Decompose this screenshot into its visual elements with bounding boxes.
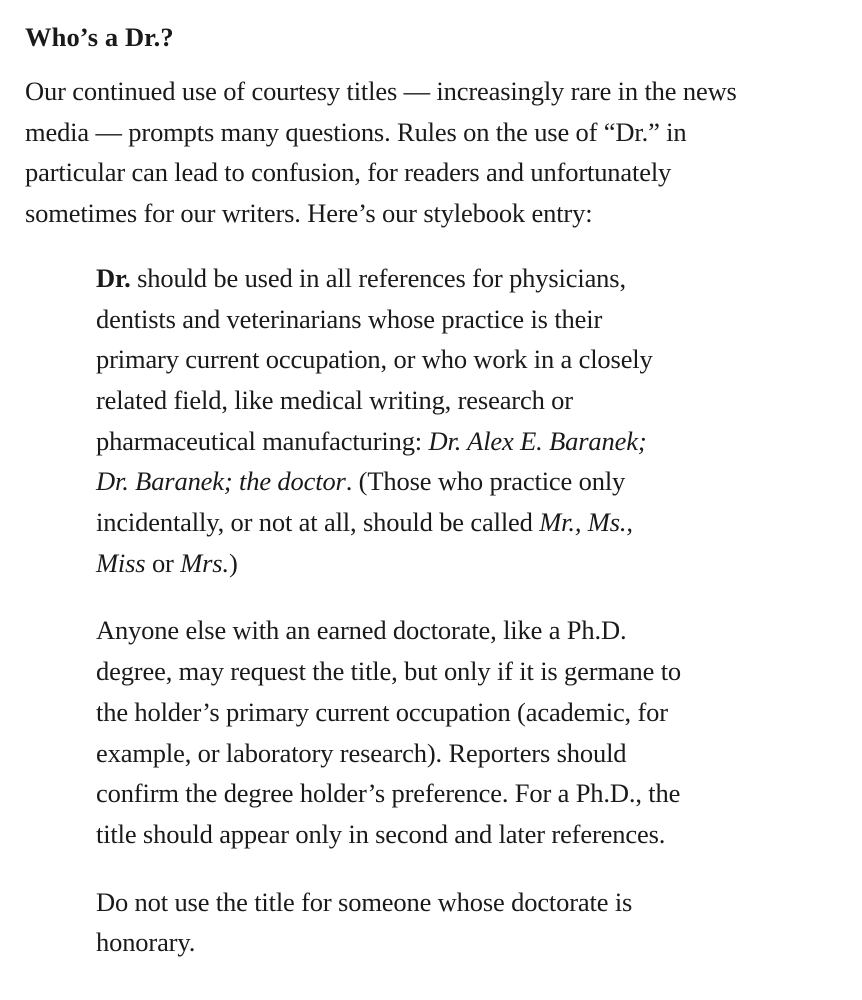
stylebook-paragraph-honorary [96,882,856,963]
stylebook-line: Dr. Baranek; the doctor. (Those who practice only [96,466,626,497]
stylebook-line: related field, like medical writing, research or [96,384,573,415]
stylebook-line: honorary. [96,927,196,958]
example-title: Mrs. [180,547,229,578]
example-title: Mr., Ms., [539,507,633,538]
example-title: Miss [96,547,146,578]
stylebook-paragraph-physicians [96,258,856,584]
stylebook-line: primary current occupation, or who work in a closely [96,344,653,375]
example-name: Dr. Alex E. Baranek; [428,425,647,456]
intro-line: particular can lead to confusion, for readers and unfortunately [25,157,672,188]
stylebook-paragraph-doctorate [96,610,856,854]
stylebook-line: Miss or Mrs.) [96,547,238,578]
section-heading: Who’s a Dr.? [25,22,174,52]
stylebook-line: confirm the degree holder’s preference. For a Ph.D., the [96,778,681,809]
stylebook-line: Dr. should be used in all references for physicians, [96,262,626,293]
stylebook-line: pharmaceutical manufacturing: Dr. Alex E. Baranek; [96,425,647,456]
intro-paragraph [25,71,862,234]
article [25,0,862,963]
stylebook-line: Do not use the title for someone whose doctorate is [96,886,633,917]
intro-line: sometimes for our writers. Here’s our stylebook entry: [25,198,593,229]
stylebook-line: incidentally, or not at all, should be called Mr., Ms., [96,507,633,538]
stylebook-line: degree, may request the title, but only if it is germane to [96,656,682,687]
intro-line: Our continued use of courtesy titles — increasingly rare in the news [25,76,737,106]
stylebook-entry [96,258,856,963]
intro-line: media — prompts many questions. Rules on the use of “Dr.” in [25,116,687,147]
stylebook-line: Anyone else with an earned doctorate, like a Ph.D. [96,615,627,646]
example-name: Dr. Baranek; the doctor [96,466,346,497]
stylebook-term: Dr. [96,262,131,293]
stylebook-line: the holder’s primary current occupation (academic, for [96,696,668,727]
stylebook-line: example, or laboratory research). Reporters should [96,737,627,768]
stylebook-line: dentists and veterinarians whose practice is their [96,303,603,334]
stylebook-line: title should appear only in second and later references. [96,818,666,849]
